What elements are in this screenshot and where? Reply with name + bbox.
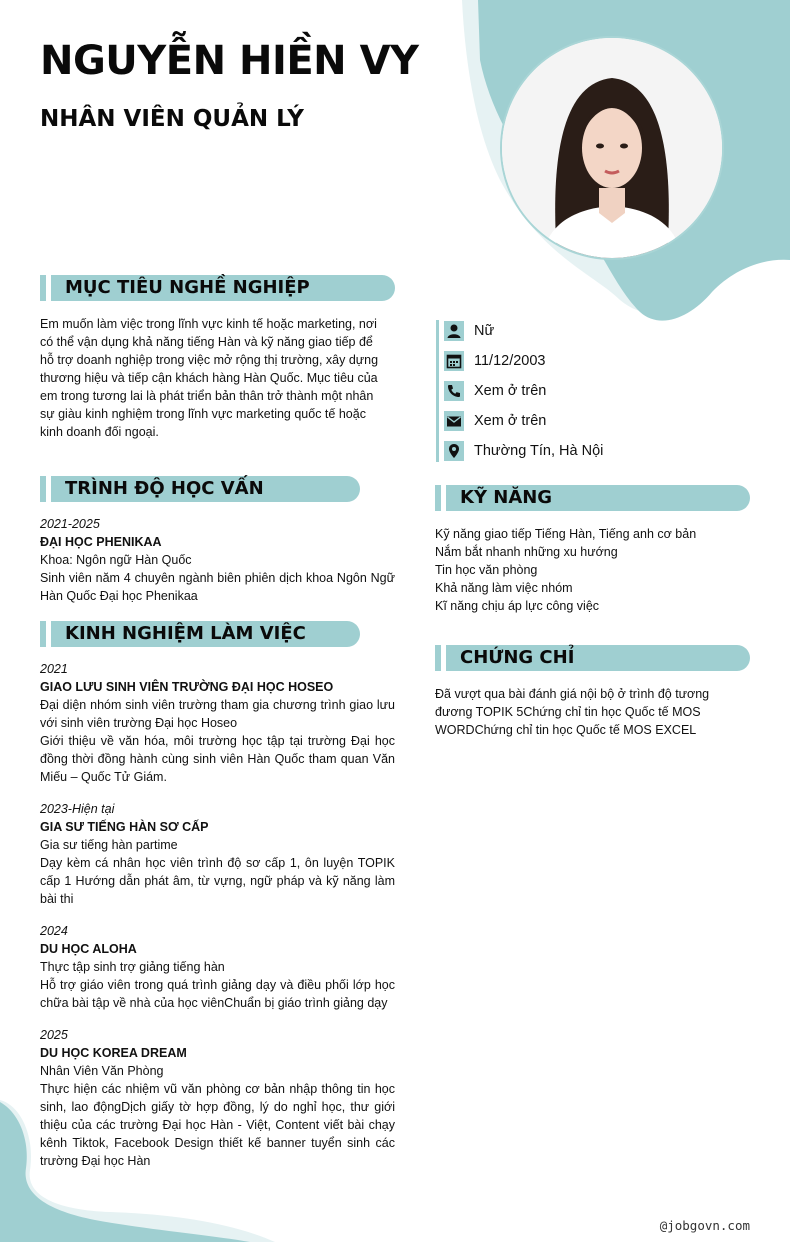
objective-text <box>40 315 400 441</box>
objective-line: em trong tương lai là phát triển bản thân trở thành một nhân <box>40 389 374 403</box>
experience-paragraph: Hỗ trợ giáo viên trong quá trình giảng dạy và điều phối lớp học chữa bài tập về nhà của học viênChuẩn bị giáo trình giảng dạy <box>40 978 395 1010</box>
objective-line: có thể vận dụng khả năng tiếng Hàn và kỹ năng giao tiếp để <box>40 335 373 349</box>
location-pin-icon <box>444 441 464 461</box>
contact-gender-text: Nữ <box>474 323 495 339</box>
experience-period: 2023-Hiện tại <box>40 802 115 816</box>
skill-item: Nắm bắt nhanh những xu hướng <box>435 545 618 559</box>
contact-address-text: Thường Tín, Hà Nội <box>474 443 604 459</box>
experience-item <box>40 1026 395 1170</box>
skill-item: Kĩ năng chịu áp lực công việc <box>435 599 600 613</box>
calendar-icon <box>444 351 464 371</box>
certificate-line: WORDChứng chỉ tin học Quốc tế MOS EXCEL <box>435 723 697 737</box>
education-title: TRÌNH ĐỘ HỌC VẤN <box>65 478 264 499</box>
education-faculty: Khoa: Ngôn ngữ Hàn Quốc <box>40 553 192 567</box>
candidate-role: NHÂN VIÊN QUẢN LÝ <box>40 106 304 132</box>
candidate-name: NGUYỄN HIỀN VY <box>40 38 419 84</box>
phone-icon <box>444 381 464 401</box>
experience-role: Nhân Viên Văn Phòng <box>40 1064 164 1078</box>
contact-birthday <box>444 350 546 372</box>
experience-paragraph: Giới thiệu về văn hóa, môi trường học tập tại trường Đại học đồng thời đồng hành cùng sinh viên Hàn Quốc tham quan Văn Miếu – Quốc Tử Giám. <box>40 734 395 784</box>
education-description: Sinh viên năm 4 chuyên ngành biên phiên dịch khoa Ngôn Ngữ Hàn Quốc Đại học Phenikaa <box>40 571 395 603</box>
contact-phone-text: Xem ở trên <box>474 383 547 399</box>
experience-period: 2024 <box>40 924 68 938</box>
contact-gender <box>444 320 494 342</box>
contact-info <box>436 320 766 462</box>
education-heading <box>40 476 360 502</box>
mail-icon <box>444 411 464 431</box>
contact-phone <box>444 380 546 402</box>
experience-org: GIAO LƯU SINH VIÊN TRƯỜNG ĐẠI HỌC HOSEO <box>40 680 334 694</box>
experience-role: Gia sư tiếng hàn partime <box>40 838 178 852</box>
certificate-line: đương TOPIK 5Chứng chỉ tin học Quốc tế MOS <box>435 705 701 719</box>
experience-org: GIA SƯ TIẾNG HÀN SƠ CẤP <box>40 820 209 834</box>
skills-list <box>435 525 755 615</box>
objective-line: kinh doanh đối ngoại. <box>40 425 159 439</box>
experience-paragraph: Dạy kèm cá nhân học viên trình độ sơ cấp 1, ôn luyện TOPIK cấp 1 Hướng dẫn phát âm, từ vựng, ngữ pháp và kỹ năng làm bài thi <box>40 856 395 906</box>
experience-title: KINH NGHIỆM LÀM VIỆC <box>65 623 306 644</box>
skills-title: KỸ NĂNG <box>460 487 553 508</box>
experience-paragraph: Đại diện nhóm sinh viên trường tham gia chương trình giao lưu với sinh viên trường Đại học Hoseo <box>40 698 395 730</box>
certificates-heading <box>435 645 750 671</box>
contact-email <box>444 410 546 432</box>
contact-address <box>444 440 603 462</box>
person-icon <box>444 321 464 341</box>
skill-item: Kỹ năng giao tiếp Tiếng Hàn, Tiếng anh cơ bản <box>435 527 697 541</box>
experience-period: 2021 <box>40 662 68 676</box>
footer-watermark: @jobgovn.com <box>659 1218 750 1233</box>
experience-period: 2025 <box>40 1028 68 1042</box>
experience-item <box>40 800 395 908</box>
objective-line: hỗ trợ doanh nghiệp trong việc mở rộng thị trường, xây dựng <box>40 353 379 367</box>
experience-paragraph: Thực hiện các nhiệm vũ văn phòng cơ bản nhập thông tin học sinh, lao độngDịch giấy tờ hợp đồng, lý do nghỉ học, thư giới thiệu của các trường Đại học Hàn - Việt, Content viết bài chạy kênh Tiktok, Facebook Design thiết kế banner tuyển sinh các trường Đại học Hàn <box>40 1082 395 1168</box>
experience-role: Thực tập sinh trợ giảng tiếng hàn <box>40 960 225 974</box>
objective-line: thương hiệu và tiếp cận khách hàng Hàn Quốc. Mục tiêu của <box>40 371 378 385</box>
contact-birthday-text: 11/12/2003 <box>474 353 546 369</box>
experience-org: DU HỌC ALOHA <box>40 942 137 956</box>
objective-line: Em muốn làm việc trong lĩnh vực kinh tế hoặc marketing, nơi <box>40 317 377 331</box>
skill-item: Tin học văn phòng <box>435 563 538 577</box>
skills-heading <box>435 485 750 511</box>
profile-photo <box>502 38 722 258</box>
skill-item: Khả năng làm việc nhóm <box>435 581 573 595</box>
education-entry <box>40 515 395 605</box>
contact-email-text: Xem ở trên <box>474 413 547 429</box>
certificates-text <box>435 685 755 739</box>
objective-heading <box>40 275 395 301</box>
objective-line: sự giàu kinh nghiệm trong lĩnh vực marketing quốc tế hoặc <box>40 407 366 421</box>
experience-item <box>40 922 395 1012</box>
experience-item <box>40 660 395 786</box>
certificate-line: Đã vượt qua bài đánh giá nội bộ ở trình độ tương <box>435 687 710 701</box>
experience-heading <box>40 621 360 647</box>
experience-list <box>40 660 395 1170</box>
objective-title: MỤC TIÊU NGHỀ NGHIỆP <box>65 277 310 298</box>
experience-org: DU HỌC KOREA DREAM <box>40 1046 187 1060</box>
education-school: ĐẠI HỌC PHENIKAA <box>40 535 162 549</box>
certificates-title: CHỨNG CHỈ <box>460 647 575 668</box>
education-period: 2021-2025 <box>40 517 100 531</box>
